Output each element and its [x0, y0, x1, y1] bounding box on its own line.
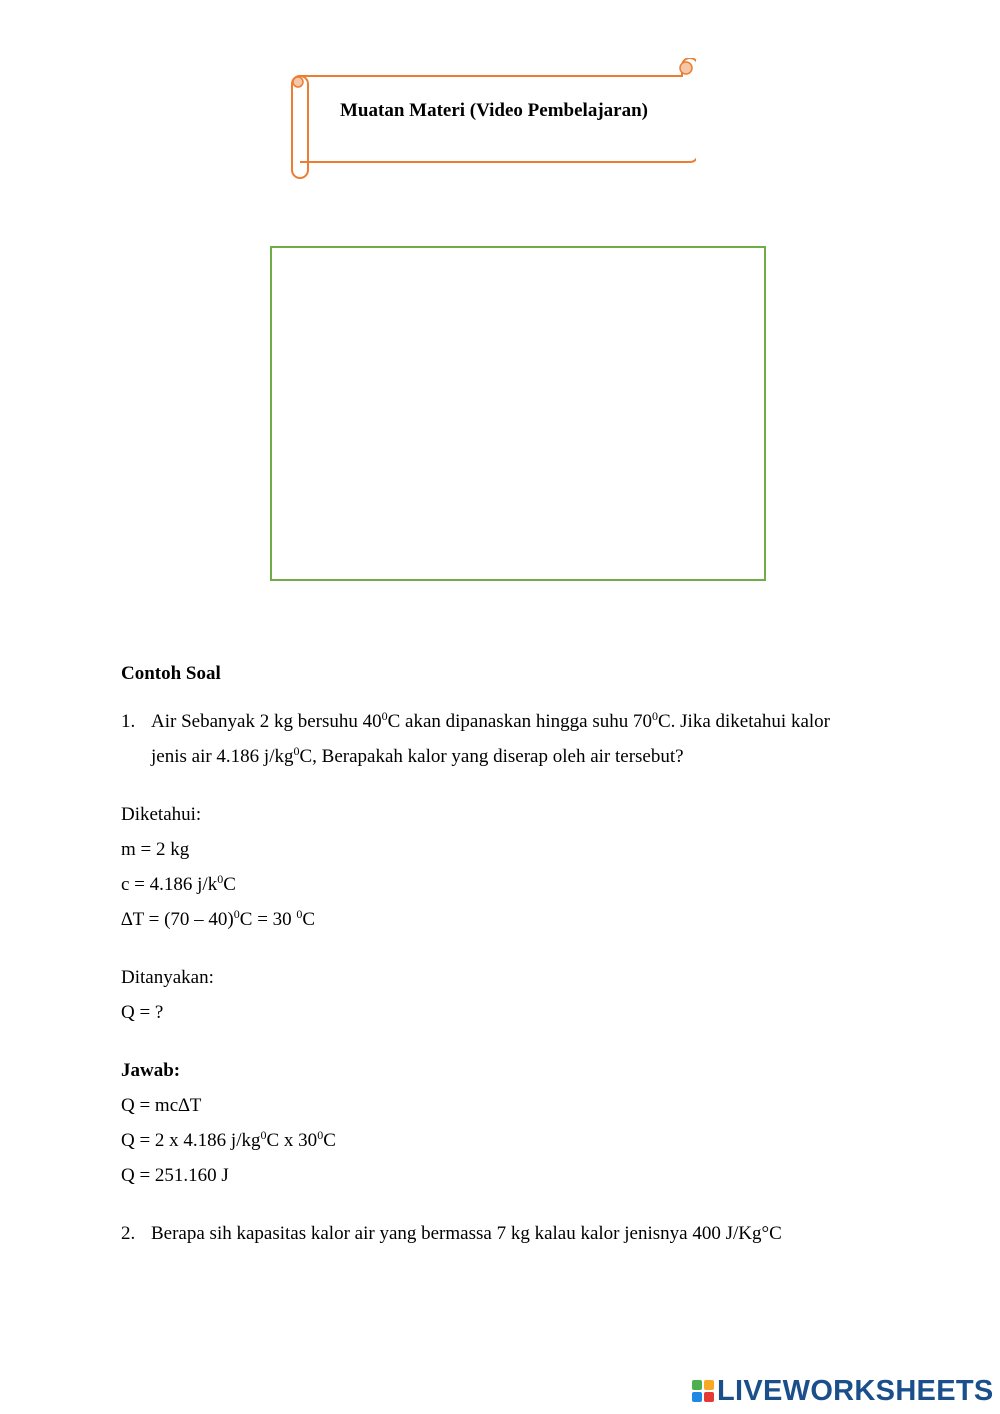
known-label: Diketahui:: [121, 804, 202, 825]
question-1-line-2: jenis air 4.186 $j/kg^0C$, Berapakah kalor yang diserap oleh air tersebut?: [151, 744, 684, 767]
liveworksheets-logo: [692, 1374, 994, 1408]
answer-substitution: Q = 2 x 4.186 $j/kg^0C$ x $30^0C$: [121, 1128, 336, 1151]
answer-formula: Q = mc∆T: [121, 1095, 202, 1116]
section-title: Contoh Soal: [121, 663, 221, 684]
question-1-number: 1.: [121, 711, 136, 732]
question-1-line-1: Air Sebanyak 2 kg bersuhu $40^0C$ akan dipanaskan hingga suhu $70^0C$. Jika diketahui kalor: [151, 709, 831, 732]
banner-title: Muatan Materi (Video Pembelajaran): [340, 100, 648, 121]
known-mass: m = 2 kg: [121, 839, 190, 860]
question-2-text: Berapa sih kapasitas kalor air yang bermassa 7 kg kalau kalor jenisnya 400 J/Kg°C: [151, 1223, 782, 1244]
video-placeholder[interactable]: [270, 246, 766, 581]
answer-label: Jawab:: [121, 1060, 181, 1081]
logo-text: LIVEWORKSHEETS: [717, 1374, 994, 1407]
asked-q: Q = ?: [121, 1002, 164, 1023]
logo-icon: [692, 1380, 714, 1402]
answer-result: Q = 251.160 J: [121, 1165, 229, 1186]
known-delta-t: ∆T = (70 – 40)$^0$C = 30 $^0$C: [121, 907, 316, 930]
known-specific-heat: c = 4.186 $j/k^0C$: [121, 872, 236, 895]
question-2-number: 2.: [121, 1223, 136, 1244]
asked-label: Ditanyakan:: [121, 967, 214, 988]
title-banner: [284, 58, 696, 182]
